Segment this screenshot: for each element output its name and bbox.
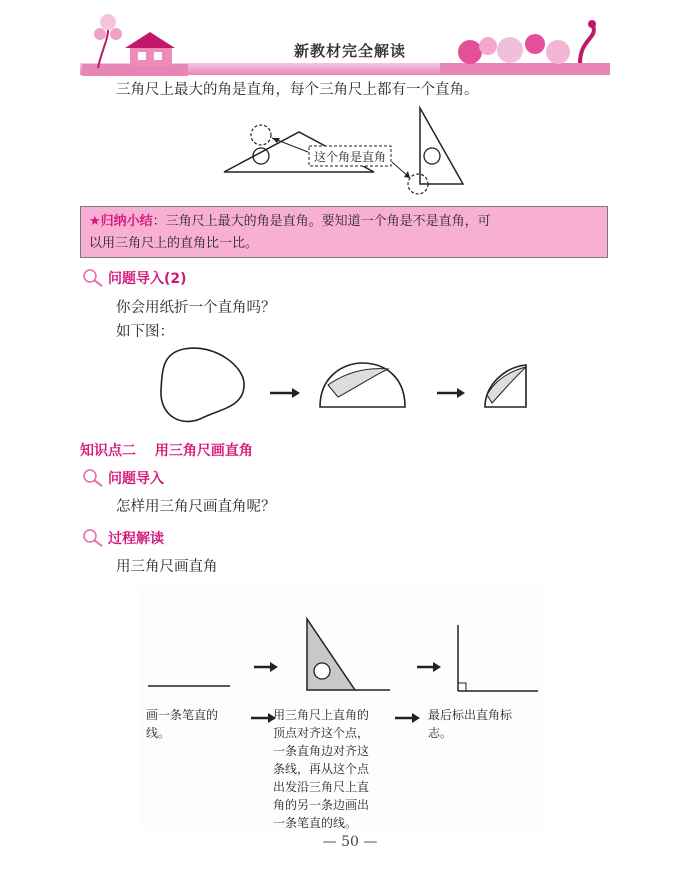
step2-caption: 用三角尺上直角的 顶点对齐这个点， 一条直角边对齐这 条线，再从这个点 出发沿三角尺上直 角的另一条边画出 一条笔直的线。 — [273, 708, 370, 830]
summary-line-1: ：三角尺上最大的角是直角。要知道一个角是不是直角，可 — [152, 214, 491, 229]
magnifier-icon — [82, 528, 104, 548]
section-heading-process — [82, 528, 164, 548]
header-title: 新教材完全解读 — [293, 42, 406, 60]
summary-label: ★归纳小结 — [89, 214, 153, 229]
house-tree-decoration — [80, 8, 190, 78]
summary-box — [80, 206, 608, 258]
hint-text: 如下图： — [116, 324, 174, 340]
section-heading-question-intro — [82, 468, 164, 488]
right-angle-label: 这个角是直角 — [313, 150, 387, 164]
page-number: — 50 — — [322, 834, 378, 850]
summary-line-2: 以用三角尺上的直角比一比。 — [89, 236, 259, 251]
step1-caption: 画一条笔直的 线。 — [146, 708, 219, 740]
knowledge-point-title: 知识点二 用三角尺画直角 — [80, 443, 253, 459]
step3-caption: 最后标出直角标 志。 — [428, 708, 513, 740]
flower-decoration — [440, 18, 610, 78]
question-text: 怎样用三角尺画直角呢？ — [116, 499, 276, 515]
page-header — [0, 0, 689, 80]
magnifier-icon — [82, 268, 104, 288]
drawing-steps — [140, 585, 545, 830]
question-text: 你会用纸折一个直角吗？ — [116, 300, 276, 316]
steps-diagram — [140, 585, 545, 705]
magnifier-icon — [82, 468, 104, 488]
section-heading-text: 问题导入(2) — [108, 271, 187, 287]
section-heading-question-intro-2 — [82, 268, 187, 288]
section-heading-text: 问题导入 — [108, 471, 164, 487]
intro-text: 三角尺上最大的角是直角，每个三角尺上都有一个直角。 — [116, 82, 479, 98]
section-heading-text: 过程解读 — [108, 531, 164, 547]
arrow-icon — [395, 712, 421, 724]
process-subtitle: 用三角尺画直角 — [116, 559, 218, 575]
set-square-figure — [220, 104, 480, 196]
paper-folding-figure — [160, 345, 540, 430]
